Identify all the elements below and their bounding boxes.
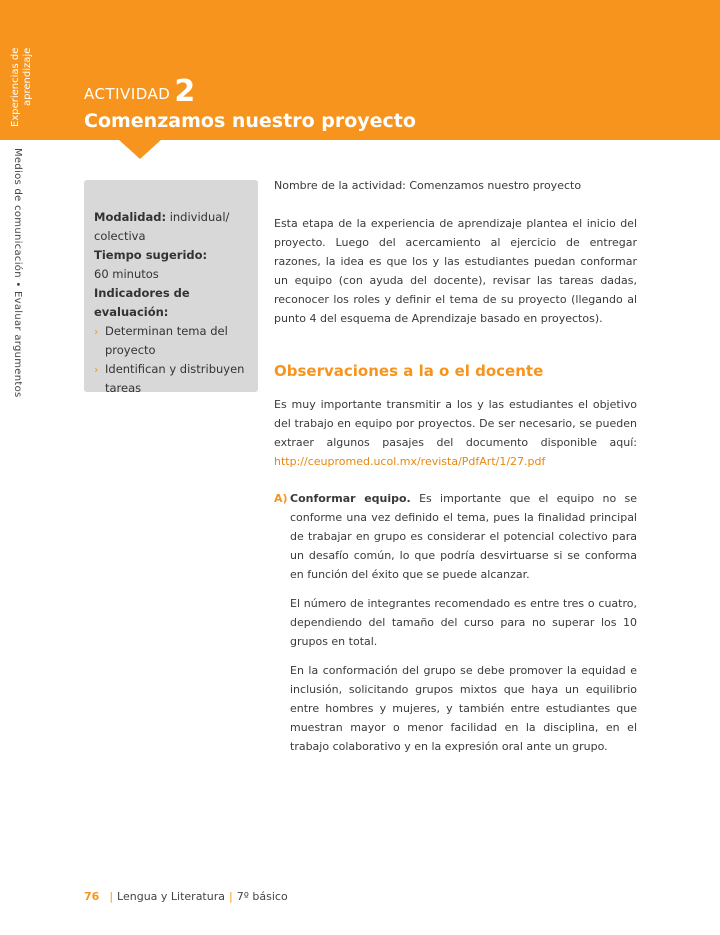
item-a-title: Conformar equipo. <box>290 492 411 505</box>
footer-separator: | <box>109 890 114 903</box>
tiempo-label <box>94 246 250 265</box>
intro-paragraph: Esta etapa de la experiencia de aprendizaje plantea el inicio del proyecto. Luego del acercamiento al ejercicio de entregar razones, la idea es que los y las estudiantes puedan conformar un equipo (con ayuda del docente), revisar las tareas dadas, reconocer los roles y definir el tema de su proyecto (llegando al punto 4 del esquema de Aprendizaje basado en proyectos). <box>274 217 637 325</box>
tiempo-label-text: Tiempo sugerido: <box>94 248 208 262</box>
footer-grade: 7º básico <box>236 890 288 903</box>
indicador-text: Determinan tema del proyecto <box>105 324 228 357</box>
activity-title: Comenzamos nuestro proyecto <box>84 110 416 132</box>
observations-paragraph <box>274 395 637 471</box>
modalidad <box>94 208 250 246</box>
modalidad-label: Modalidad: <box>94 210 167 224</box>
bullet-icon: › <box>94 325 99 338</box>
side-label-bottom: Medios de comunicación • Evaluar argumentos <box>12 148 23 398</box>
main-content <box>274 176 637 756</box>
indicador-item <box>94 322 250 360</box>
footer-subject: Lengua y Literatura <box>117 890 225 903</box>
tiempo-value: 60 minutos <box>94 267 159 281</box>
footer <box>84 890 288 903</box>
bullet-icon: › <box>94 363 99 376</box>
side-label-top: Experiencias de aprendizaje <box>10 48 33 128</box>
activity-name: Nombre de la actividad: Comenzamos nuestro proyecto <box>274 179 582 192</box>
info-box <box>84 180 258 395</box>
document-link[interactable]: http://ceupromed.ucol.mx/revista/PdfArt/1/27.pdf <box>274 455 546 468</box>
indicador-item <box>94 360 250 398</box>
header-notch <box>118 139 162 159</box>
modalidad-value: individual/ colectiva <box>94 210 230 243</box>
activity-label-text: ACTIVIDAD <box>84 85 171 103</box>
indicador-text: Identifican y distribuyen tareas <box>105 362 245 395</box>
paragraph-equity: En la conformación del grupo se debe promover la equidad e inclusión, solicitando grupos mixtos que haya un equilibrio entre hombres y mujeres, y también entre estudiantes que muestran mayor o menor facilidad en la disciplina, en el trabajo colaborativo y en la expresión oral ante un grupo. <box>290 664 637 753</box>
item-a-text: Es importante que el equipo no se conforme una vez definido el tema, pues la finalidad principal de trabajar en grupo es considerar el potencial colectivo para un desafío común, lo que podría desvirtuarse si se conforma en función del éxito que se puede alcanzar. <box>290 492 637 581</box>
indicadores-label-text: Indicadores de evaluación: <box>94 286 190 319</box>
item-a-marker: A) <box>274 492 288 505</box>
footer-separator: | <box>228 890 233 903</box>
activity-label <box>84 74 196 109</box>
paragraph-group-size: El número de integrantes recomendado es entre tres o cuatro, dependiendo del tamaño del curso para no superar los 10 grupos en total. <box>290 597 637 648</box>
indicadores-list <box>94 322 250 398</box>
item-a <box>274 489 637 584</box>
section-heading: Observaciones a la o el docente <box>274 362 544 380</box>
page-number: 76 <box>84 890 100 903</box>
activity-number: 2 <box>174 74 196 109</box>
indicadores-label <box>94 284 250 322</box>
observations-text: Es muy importante transmitir a los y las estudiantes el objetivo del trabajo en equipo por proyectos. De ser necesario, se pueden extraer algunos pasajes del documento disponible aquí: <box>274 398 637 449</box>
